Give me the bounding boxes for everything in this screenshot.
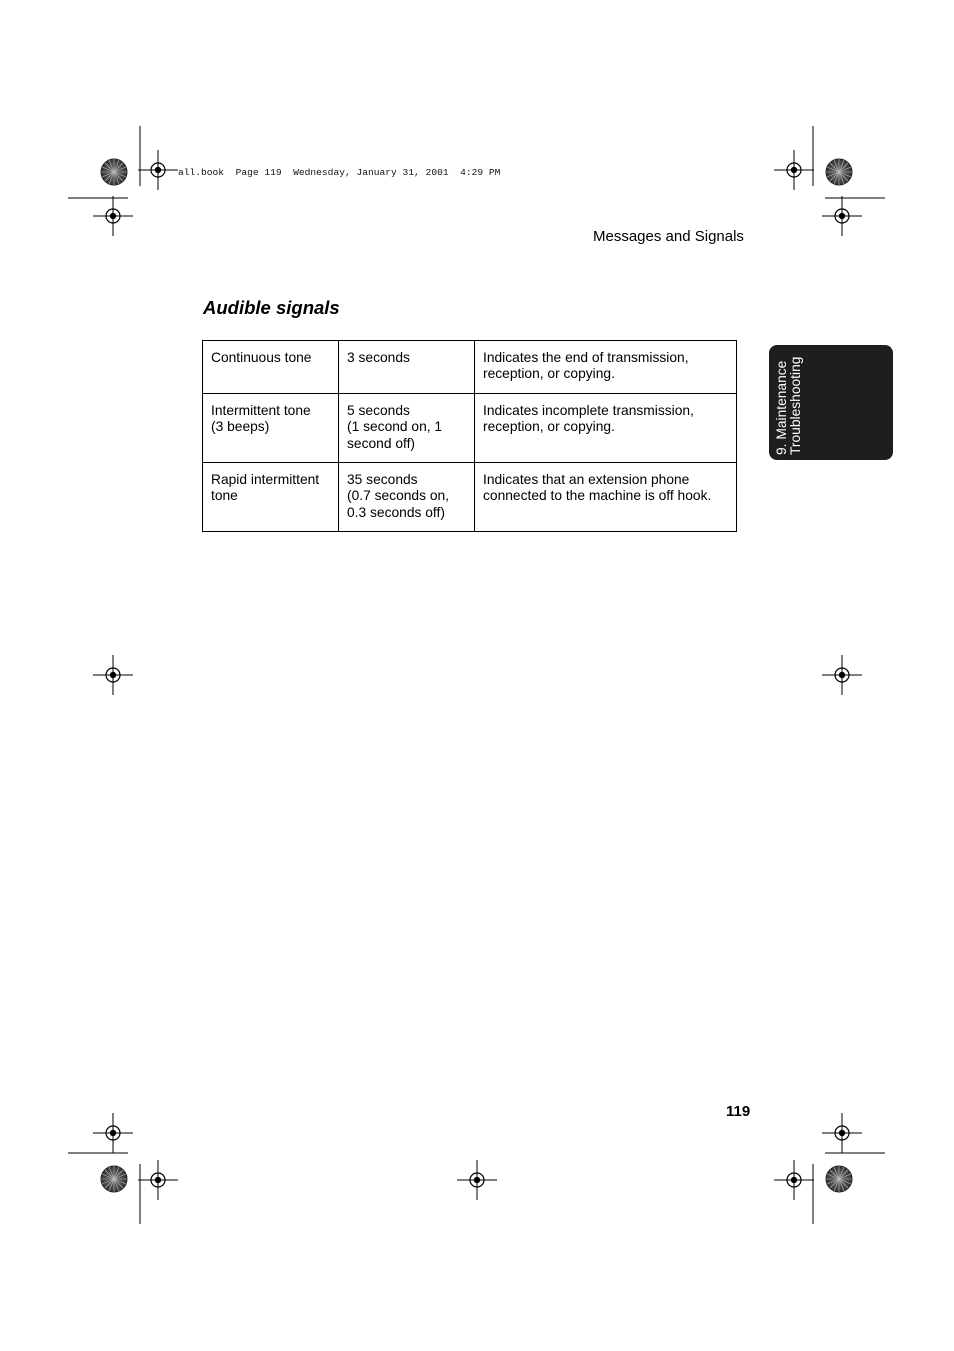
meaning-cell: Indicates the end of transmission, reception, or copying.	[475, 341, 737, 394]
signal-cell: Continuous tone	[203, 341, 339, 394]
duration-cell: 5 seconds (1 second on, 1 second off)	[339, 394, 475, 463]
signal-cell: Intermittent tone (3 beeps)	[203, 394, 339, 463]
section-heading: Audible signals	[203, 297, 340, 318]
table-row	[203, 341, 737, 394]
table-row	[203, 394, 737, 463]
print-slug-line: all.book Page 119 Wednesday, January 31, 2001 4:29 PM	[178, 167, 501, 178]
duration-cell: 35 seconds (0.7 seconds on, 0.3 seconds off)	[339, 463, 475, 532]
meaning-cell: Indicates incomplete transmission, reception, or copying.	[475, 394, 737, 463]
running-header: Messages and Signals	[593, 228, 744, 245]
signal-cell: Rapid intermittent tone	[203, 463, 339, 532]
duration-cell: 3 seconds	[339, 341, 475, 394]
page-number: 119	[726, 1103, 751, 1120]
table-row	[203, 463, 737, 532]
audible-signals-table	[202, 340, 737, 532]
chapter-side-tab-label: 9. Maintenance Troubleshooting	[774, 356, 803, 455]
meaning-cell: Indicates that an extension phone connected to the machine is off hook.	[475, 463, 737, 532]
chapter-side-tab	[769, 345, 893, 460]
